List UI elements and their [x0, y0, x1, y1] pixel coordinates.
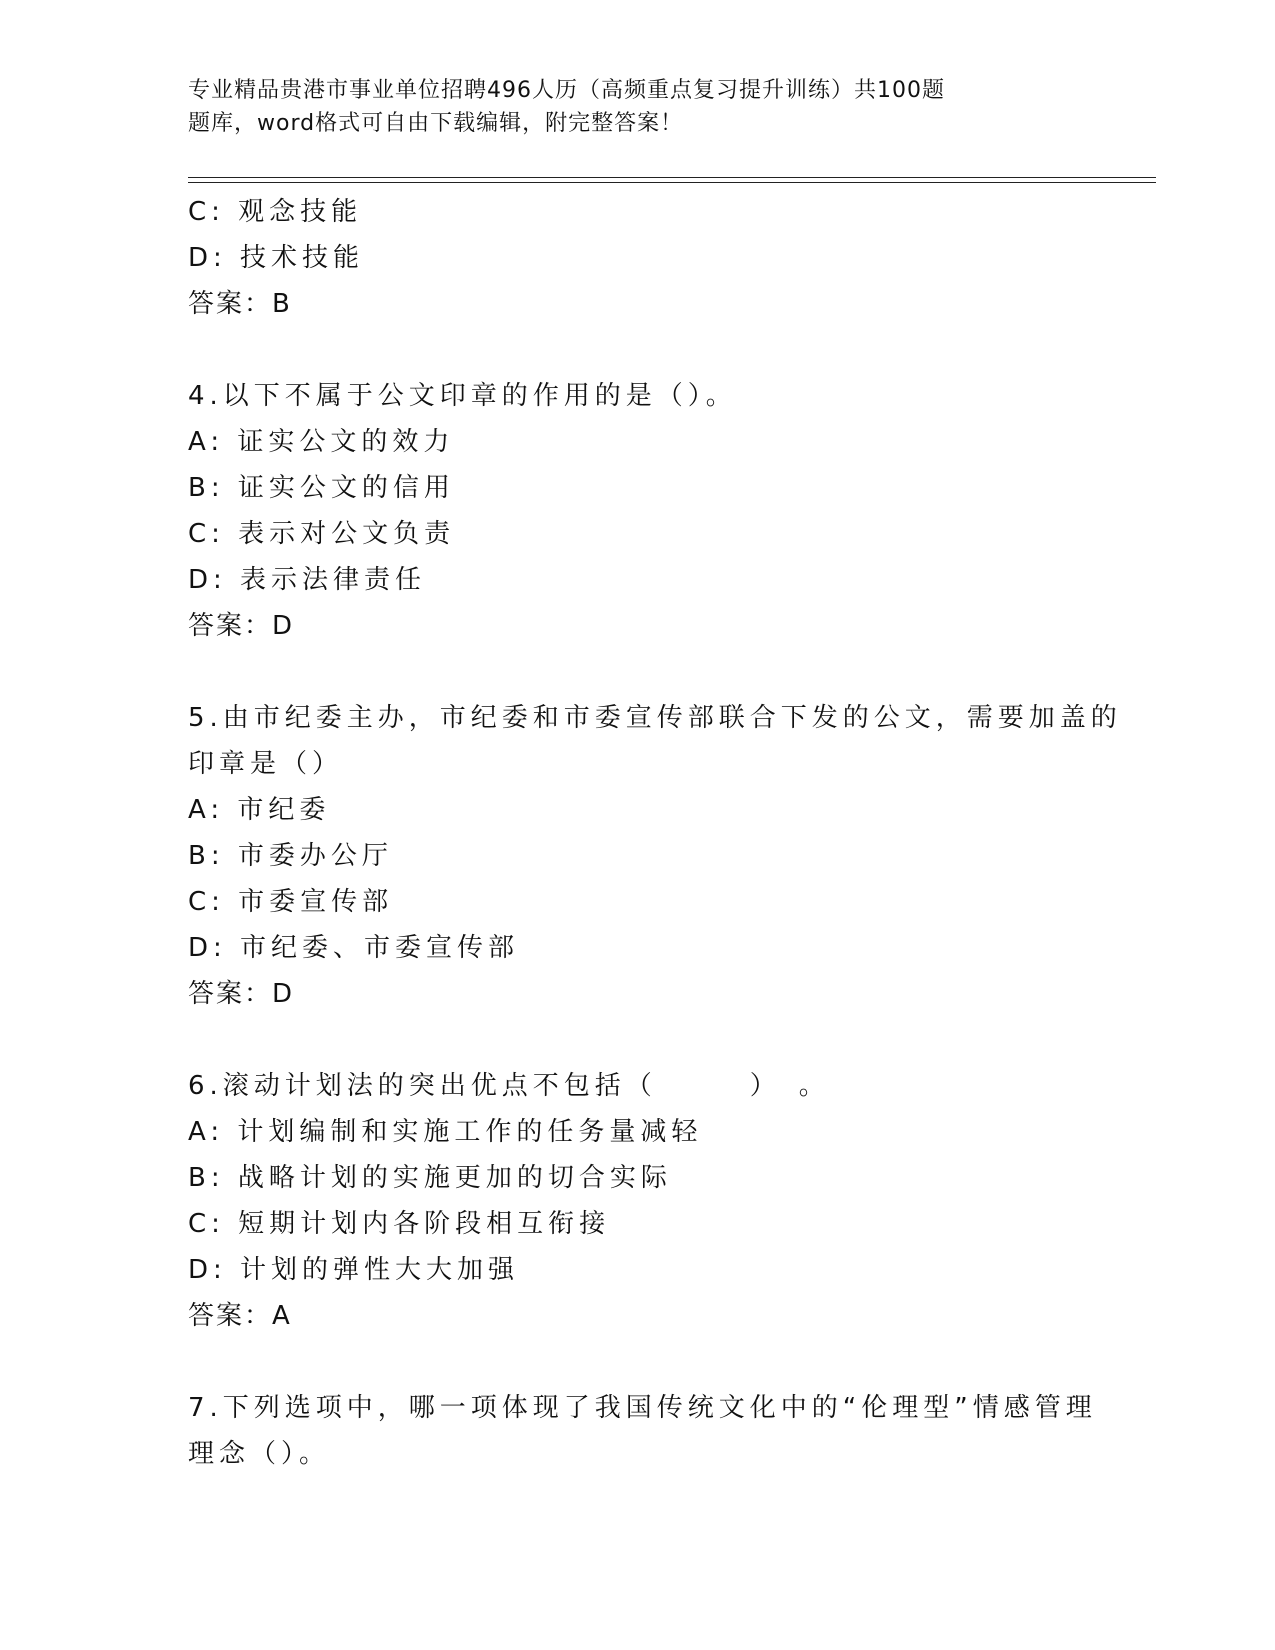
option-d: D: 计划的弹性大大加强: [188, 1255, 520, 1285]
option-c: C: 短期计划内各阶段相互衔接: [188, 1209, 611, 1239]
question-6: [188, 1063, 1088, 1339]
question-list: [188, 189, 1122, 1477]
option-a: A: 证实公文的效力: [188, 427, 455, 457]
option-a: A: 市纪委: [188, 795, 331, 825]
option-d: D: 市纪委、市委宣传部: [188, 933, 520, 963]
option-a: A: 计划编制和实施工作的任务量减轻: [188, 1117, 703, 1147]
answer-label: 答案：B: [188, 289, 292, 319]
question-stem: 4.以下不属于公文印章的作用的是（）。: [188, 381, 737, 411]
header-title-line-1: 专业精品贵港市事业单位招聘496人历（高频重点复习提升训练）共100题: [188, 78, 945, 103]
header-title-line-2: 题库，word格式可自由下载编辑，附完整答案！: [188, 111, 684, 136]
question-stem-line-2: 印章是（）: [188, 749, 344, 779]
question-stem-line-1: 5.由市纪委主办，市纪委和市委宣传部联合下发的公文，需要加盖的: [188, 703, 1122, 733]
option-b: B: 市委办公厅: [188, 841, 393, 871]
question-5: [188, 695, 1122, 1017]
question-stem: 6.滚动计划法的突出优点不包括（ ） 。: [188, 1071, 830, 1101]
document-header: [188, 74, 1068, 140]
option-b: B: 证实公文的信用: [188, 473, 455, 503]
spacer: [188, 649, 1088, 695]
option-b: B: 战略计划的实施更加的切合实际: [188, 1163, 672, 1193]
answer-label: 答案：A: [188, 1301, 292, 1331]
header-rule-bottom: [188, 182, 1156, 183]
option-c: C: 观念技能: [188, 197, 363, 227]
spacer: [188, 1339, 1088, 1385]
option-d: D: 表示法律责任: [188, 565, 427, 595]
question-3: [188, 189, 1088, 327]
option-c: C: 市委宣传部: [188, 887, 394, 917]
option-d: D: 技术技能: [188, 243, 365, 273]
answer-label: 答案：D: [188, 611, 295, 641]
spacer: [188, 327, 1088, 373]
answer-label: 答案：D: [188, 979, 295, 1009]
question-7: [188, 1385, 1097, 1477]
spacer: [188, 1017, 1088, 1063]
question-4: [188, 373, 1088, 649]
question-stem-line-2: 理念（）。: [188, 1439, 331, 1469]
option-c: C: 表示对公文负责: [188, 519, 456, 549]
header-rule-top: [188, 177, 1156, 178]
question-stem-line-1: 7.下列选项中，哪一项体现了我国传统文化中的“伦理型”情感管理: [188, 1393, 1097, 1423]
